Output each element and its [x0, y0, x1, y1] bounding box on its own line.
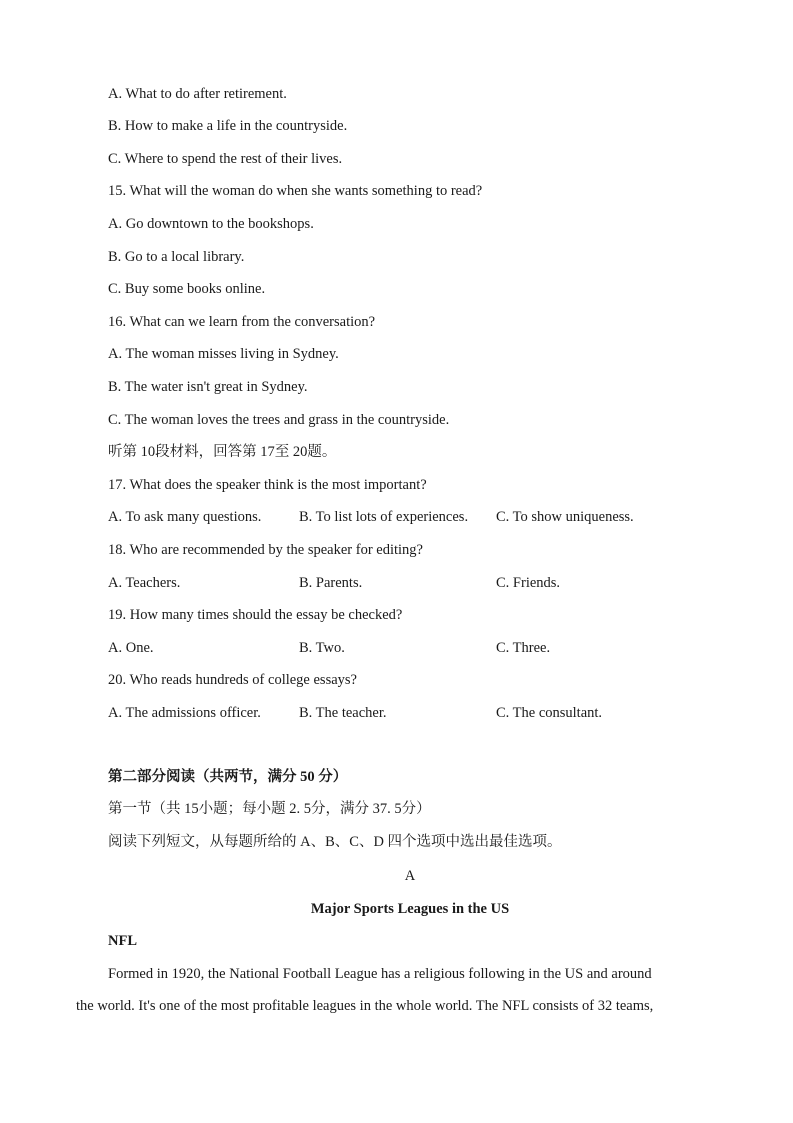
option-line: A. The woman misses living in Sydney. — [108, 346, 339, 362]
option-line: A. Go downtown to the bookshops. — [108, 216, 314, 232]
q20-option-a: A. The admissions officer. — [108, 705, 261, 721]
passage-title: Major Sports Leagues in the US — [310, 901, 510, 917]
question-20: 20. Who reads hundreds of college essays? — [108, 672, 357, 688]
question-19: 19. How many times should the essay be checked? — [108, 607, 403, 623]
q17-option-b: B. To list lots of experiences. — [299, 509, 469, 525]
q17-option-c: C. To show uniqueness. — [496, 509, 634, 525]
option-line: B. The water isn't great in Sydney. — [108, 379, 308, 395]
option-line: B. How to make a life in the countryside. — [108, 118, 348, 134]
material-instruction: 听第 10段材料，回答第 17至 20题。 — [108, 444, 337, 460]
option-line: C. Buy some books online. — [108, 281, 266, 297]
q18-option-c: C. Friends. — [496, 575, 561, 591]
question-line: 16. What can we learn from the conversation? — [108, 314, 376, 330]
question-line: 15. What will the woman do when she wants something to read? — [108, 183, 483, 199]
nfl-subheading: NFL — [108, 933, 137, 949]
q17-option-a: A. To ask many questions. — [108, 509, 262, 525]
option-line: A. What to do after retirement. — [108, 86, 287, 102]
q20-option-b: B. The teacher. — [299, 705, 387, 721]
paragraph-line: the world. It's one of the most profitable leagues in the whole world. The NFL consists of 32 teams, — [76, 998, 654, 1014]
q19-option-a: A. One. — [108, 640, 154, 656]
section-heading: 第一节（共 15小题；每小题 2. 5分，满分 37. 5分） — [108, 801, 431, 817]
q19-option-b: B. Two. — [299, 640, 345, 656]
paragraph-line: Formed in 1920, the National Football League has a religious following in the US and around — [108, 966, 652, 982]
question-17: 17. What does the speaker think is the most important? — [108, 477, 427, 493]
question-18: 18. Who are recommended by the speaker for editing? — [108, 542, 423, 558]
q18-option-b: B. Parents. — [299, 575, 363, 591]
option-line: C. The woman loves the trees and grass in the countryside. — [108, 412, 450, 428]
q20-option-c: C. The consultant. — [496, 705, 603, 721]
option-line: B. Go to a local library. — [108, 249, 245, 265]
part2-heading: 第二部分阅读（共两节，满分 50 分） — [108, 769, 348, 785]
q18-option-a: A. Teachers. — [108, 575, 181, 591]
passage-letter: A — [404, 868, 416, 884]
option-line: C. Where to spend the rest of their lives. — [108, 151, 343, 167]
reading-instruction: 阅读下列短文，从每题所给的 A、B、C、D 四个选项中选出最佳选项。 — [108, 834, 562, 850]
q19-option-c: C. Three. — [496, 640, 551, 656]
